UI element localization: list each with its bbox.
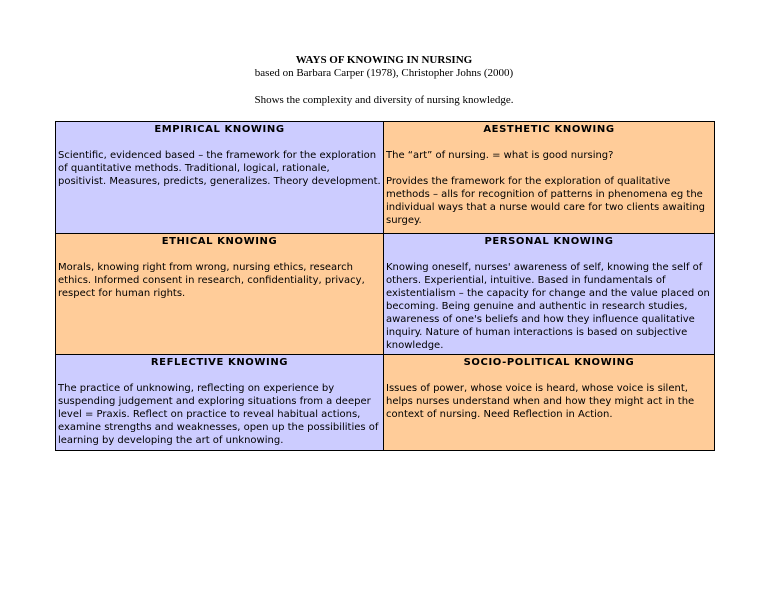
table-row [56, 355, 715, 451]
cell-text: The practice of unknowing, reflecting on experience by suspending judgement and exploring situations from a deeper level = Praxis. Reflect on practice to reveal habitual actions, examine strengths and weaknesses, open up the possibilities of learning by developing the art of unknowing. [58, 383, 379, 446]
document-header [0, 54, 768, 107]
cell-text: The “art” of nursing. = what is good nursing? [386, 150, 614, 161]
document-subtitle: based on Barbara Carper (1978), Christopher Johns (2000) [254, 67, 514, 79]
cell-heading: ETHICAL KNOWING [161, 236, 278, 247]
cell-text: Provides the framework for the exploration of qualitative methods – alls for recognition of patterns in phenomena eg the individual ways that a nurse would care for two clients awaiting surgey. [386, 176, 706, 226]
reflective-knowing-cell [56, 355, 384, 451]
cell-text: Knowing oneself, nurses' awareness of self, knowing the self of others. Experiential, intuitive. Based in fundamentals of existentialism – the capacity for change and the value placed on becoming. Being genuine and authentic in research studies, awareness of one's beliefs and how they influence qualitative inquiry. Nature of human interactions is based on subjective knowledge. [386, 262, 710, 351]
personal-knowing-cell [384, 234, 715, 355]
document-title: WAYS OF KNOWING IN NURSING [295, 54, 473, 66]
socio-political-knowing-cell [384, 355, 715, 451]
empirical-knowing-cell [56, 122, 384, 234]
ways-of-knowing-table [55, 121, 715, 451]
ethical-knowing-cell [56, 234, 384, 355]
cell-text: Issues of power, whose voice is heard, whose voice is silent, helps nurses understand when and how they might act in the context of nursing. Need Reflection in Action. [386, 383, 695, 420]
table-row [56, 122, 715, 234]
cell-heading: PERSONAL KNOWING [484, 236, 614, 247]
cell-text: Morals, knowing right from wrong, nursing ethics, research ethics. Informed consent in research, confidentiality, privacy, respect for human rights. [58, 262, 365, 299]
cell-heading: AESTHETIC KNOWING [483, 124, 615, 135]
cell-heading: REFLECTIVE KNOWING [150, 357, 289, 368]
aesthetic-knowing-cell [384, 122, 715, 234]
table-row [56, 234, 715, 355]
cell-text: Scientific, evidenced based – the framework for the exploration of quantitative methods. Traditional, logical, rationale, positivist. Measures, predicts, generalizes. Theory development. [58, 150, 381, 187]
cell-heading: SOCIO-POLITICAL KNOWING [463, 357, 635, 368]
cell-heading: EMPIRICAL KNOWING [154, 124, 285, 135]
document-description: Shows the complexity and diversity of nursing knowledge. [254, 94, 514, 106]
